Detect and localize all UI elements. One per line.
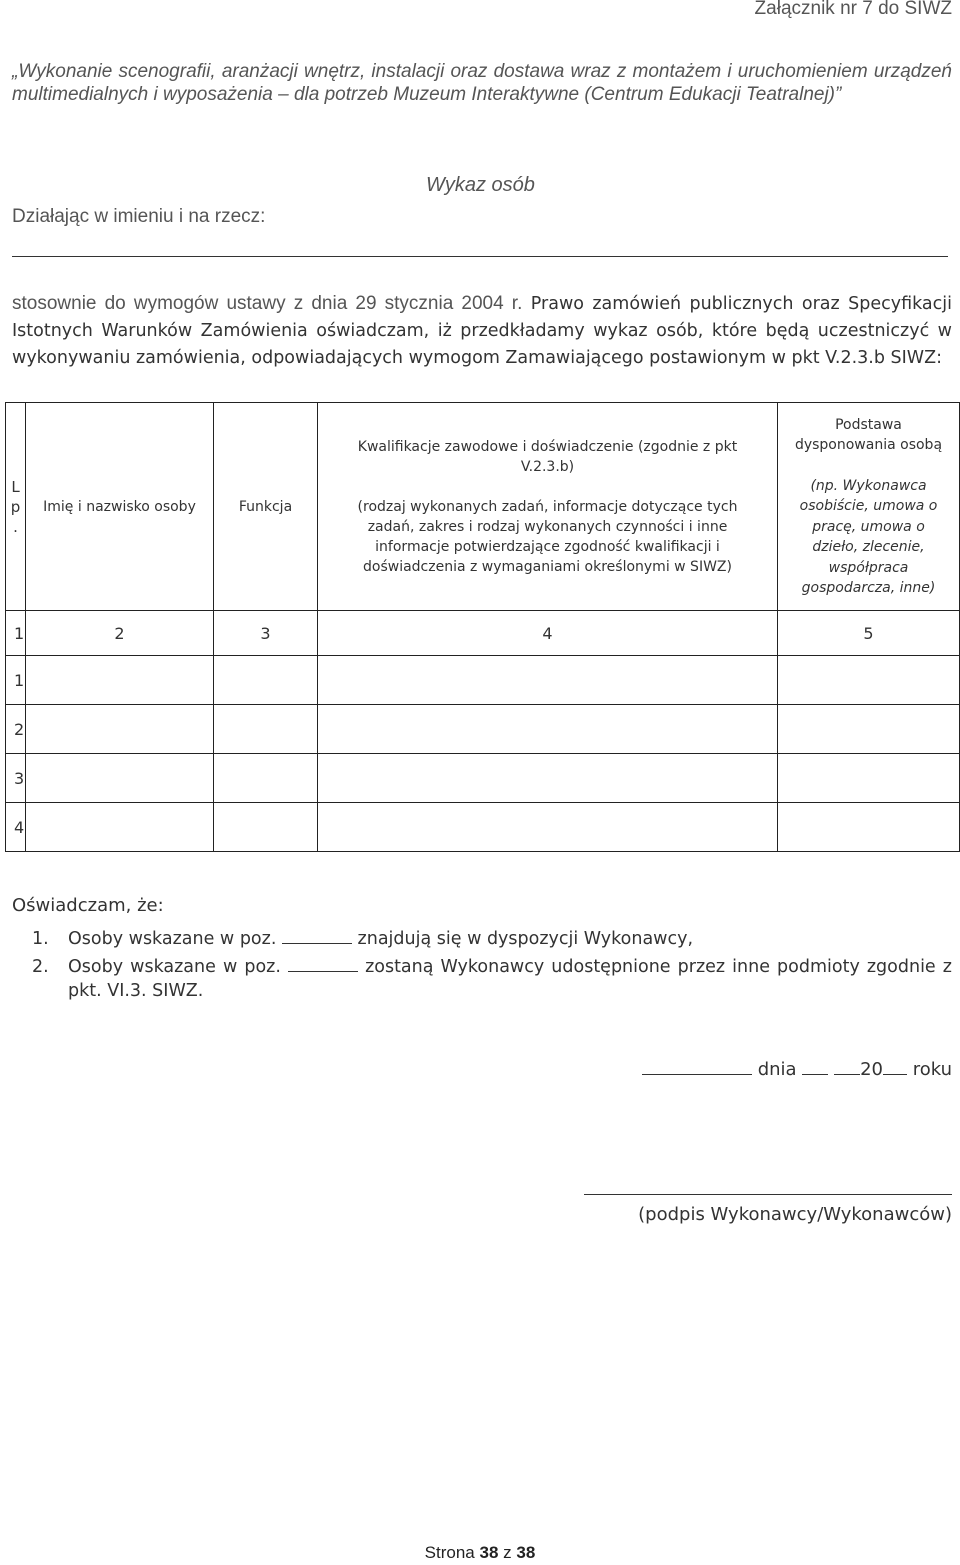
header-function: Funkcja [214,403,318,611]
column-number: 4 [318,611,778,656]
footer-page-number: 38 [479,1543,499,1562]
statement-paragraph [12,290,952,372]
date-line [642,1059,952,1080]
table-row [6,754,960,803]
column-number: 1 [6,611,26,656]
row-function-cell[interactable] [214,656,318,705]
row-name-cell[interactable] [26,656,214,705]
row-basis-cell[interactable] [778,656,960,705]
row-number: 2 [6,705,26,754]
footer-prefix: Strona [424,1543,475,1562]
position-blank[interactable] [282,942,352,944]
declaration-item-text: Osoby wskazane w poz. [68,929,277,949]
row-number: 3 [6,754,26,803]
table-row [6,656,960,705]
statement-lead: stosownie do wymogów ustawy z dnia 29 stycznia 2004 r. [12,293,523,314]
date-day-word: dnia [757,1059,797,1080]
column-number: 5 [778,611,960,656]
project-title [12,60,952,106]
row-number: 4 [6,803,26,852]
declaration-item-1 [32,927,952,951]
persons-table [5,402,960,852]
header-basis-title: Podstawa dysponowania osobą [794,416,943,453]
row-name-cell[interactable] [26,754,214,803]
header-name: Imię i nazwisko osoby [26,403,214,611]
date-year-word: roku [912,1059,952,1080]
date-year-prefix: 20 [860,1059,883,1080]
row-name-cell[interactable] [26,705,214,754]
attachment-label: Załącznik nr 7 do SIWZ [754,0,952,19]
declaration-item-text: Osoby wskazane w poz. [68,957,281,977]
row-function-cell[interactable] [214,754,318,803]
row-basis-cell[interactable] [778,803,960,852]
header-lp-label: L p . [10,477,21,536]
table-row [6,705,960,754]
column-number-row [6,611,960,656]
table-row [6,803,960,852]
header-qualifications [318,403,778,611]
footer-total-pages: 38 [516,1543,536,1562]
row-function-cell[interactable] [214,803,318,852]
declaration-item-number: 1. [32,929,49,949]
row-function-cell[interactable] [214,705,318,754]
header-lp [6,403,26,611]
header-basis-desc: (np. Wykonawca osobiście, umowa o pracę, umowa o dzieło, zlecenie, współpraca gospodarcza, inne) [799,477,938,596]
table-header-row [6,403,960,611]
page-footer [0,1543,960,1563]
statement-body: Prawo zamówień publicznych oraz Specyfikacji Istotnych Warunków Zamówienia oświadczam, iż przedkładamy wykaz osób, które będą uczestniczyć w wykonywaniu zamówienia, odpowiadających wymogom Zamawiającego postawionym w pkt V.2.3.b SIWZ: [12,294,952,368]
signature-line[interactable] [584,1194,952,1195]
header-basis [778,403,960,611]
footer-separator: z [503,1543,512,1562]
declaration-item-text: znajdują się w dyspozycji Wykonawcy, [357,929,694,949]
row-qualifications-cell[interactable] [318,754,778,803]
document-heading: Wykaz osób [426,174,535,196]
header-qualifications-title: Kwalifikacje zawodowe i doświadczenie (zgodnie z pkt V.2.3.b) [357,438,738,475]
declaration-item-number: 2. [32,957,49,977]
row-qualifications-cell[interactable] [318,656,778,705]
acting-on-behalf-label: Działając w imieniu i na rzecz: [12,206,266,227]
place-blank[interactable] [642,1073,752,1075]
contractor-name-line[interactable] [12,256,948,257]
row-basis-cell[interactable] [778,754,960,803]
row-name-cell[interactable] [26,803,214,852]
row-qualifications-cell[interactable] [318,705,778,754]
declaration-item-2 [32,955,952,1003]
row-qualifications-cell[interactable] [318,803,778,852]
row-number: 1 [6,656,26,705]
signature-label: (podpis Wykonawcy/Wykonawców) [638,1204,952,1225]
column-number: 2 [26,611,214,656]
position-blank[interactable] [288,970,358,972]
declaration-heading: Oświadczam, że: [12,895,164,916]
row-basis-cell[interactable] [778,705,960,754]
column-number: 3 [214,611,318,656]
project-title-text: „Wykonanie scenografii, aranżacji wnętrz, instalacji oraz dostawa wraz z montażem i uruchomieniem urządzeń multimedialnych i wyposażenia – dla potrzeb Muzeum Interaktywne (Centrum Edukacji Teatralnej)” [12,61,952,105]
day-blank[interactable] [802,1073,828,1075]
header-qualifications-desc: (rodzaj wykonanych zadań, informacje dotyczące tych zadań, zakres i rodzaj wykonanych czynności i inne informacje potwierdzające zgodność kwalifikacji i doświadczenia z wymaganiami określonymi w SIWZ) [357,498,738,575]
declaration-item-text: zostaną Wykonawcy udostępnione przez inne podmioty zgodnie z pkt. VI.3. SIWZ. [68,957,952,1001]
month-blank[interactable] [834,1073,860,1075]
year-blank[interactable] [883,1073,907,1075]
